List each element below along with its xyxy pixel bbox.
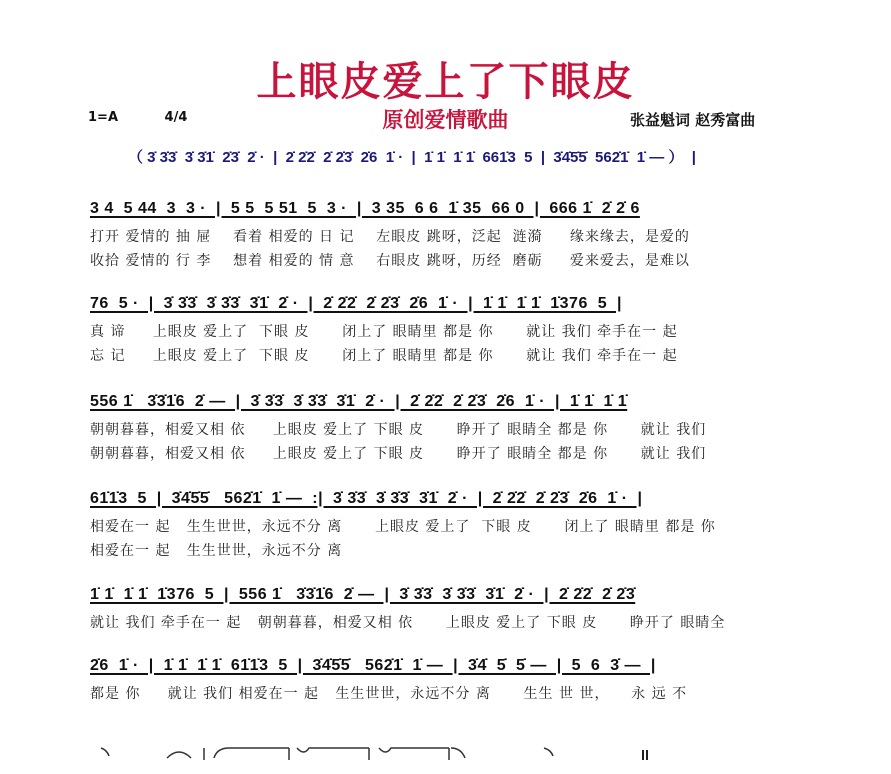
staff-row-6	[90, 657, 687, 703]
notes-line: 61̇1̇3 5 | 3̇4̇5̇5̇ 562̇1̇ 1̇ — :| 3̇ 3̇3̇ 3̇ 3̇3̇ 3̇1̇ 2̇ · | 2̇ 2̇2̇ 2̇ 2̇3̇ 2̇6 1̇ · |	[90, 490, 643, 507]
notes-line: 3 4 5 44 3 3 · | 5 5 5 51 5 3 · | 3 35 6 6 1̇ 35 66 0 | 666 1̇ 2̇ 2̇ 6	[90, 200, 640, 217]
lyric-verse-2: 忘 记 上眼皮 爱上了 下眼 皮 闭上了 眼睛里 都是 你 就让 我们 牵手在一 起	[90, 348, 678, 364]
staff-row-5	[90, 586, 725, 632]
notes-line: 2̇6 1̇ · | 1̇ 1̇ 1̇ 1̇ 61̇1̇3 5 | 3̇4̇5̇5̇ 562̇1̇ 1̇ — | 3̇4̇ 5̇ 5̇ — | 5 6 3̇ — |	[90, 657, 656, 674]
song-subtitle: 原创爱情歌曲	[382, 107, 509, 132]
lyric-verse-1: 真 谛 上眼皮 爱上了 下眼 皮 闭上了 眼睛里 都是 你 就让 我们 牵手在一 起	[90, 324, 678, 340]
notes-line: 1̇ 1̇ 1̇ 1̇ 1̇376 5 | 556 1̇ 3̇3̇1̇6 2̇ — | 3̇ 3̇3̇ 3̇ 3̇3̇ 3̇1̇ 2̇ · | 2̇ 2̇2̇ 2̇ 2̇3̇	[90, 586, 636, 603]
key-time-signature	[88, 110, 229, 125]
notes-line: 76 5 · | 3̇ 3̇3̇ 3̇ 3̇3̇ 3̇1̇ 2̇ · | 2̇ 2̇2̇ 2̇ 2̇3̇ 2̇6 1̇ · | 1̇ 1̇ 1̇ 1̇ 1̇376 5 |	[90, 295, 622, 312]
lyric-verse-2: 朝朝暮暮，相爱又相 依 上眼皮 爱上了 下眼 皮 睁开了 眼睛全 都是 你 就让 我们	[90, 446, 707, 462]
song-title: 上眼皮爱上了下眼皮	[256, 58, 635, 105]
staff-row-4	[90, 490, 716, 560]
lyric-verse-1: 都是 你 就让 我们 相爱在一 起 生生世世，永远不分 离 生生 世 世， 永 远 不	[90, 686, 688, 702]
slur-lines-icon	[99, 744, 819, 764]
lyric-verse-2: 相爱在一 起 生生世世，永远不分 离	[90, 543, 343, 559]
notes-line: 556 1̇ 3̇3̇1̇6 2̇ — | 3̇ 3̇3̇ 3̇ 3̇3̇ 3̇1̇ 2̇ · | 2̇ 2̇2̇ 2̇ 2̇3̇ 2̇6 1̇ · | 1̇ 1̇ 1̇ 1̇	[90, 393, 628, 410]
staff-row-2	[90, 295, 678, 365]
time-signature: 4/4	[164, 110, 188, 125]
staff-row-1	[90, 200, 690, 270]
cut-off-next-row	[90, 728, 819, 768]
staff-row-3	[90, 393, 706, 463]
lyric-verse-1: 打开 爱情的 抽 屉 看着 相爱的 日 记 左眼皮 跳呀，泛起 涟漪 缘来缘去，是爱的	[90, 229, 690, 245]
lyric-verse-1: 朝朝暮暮，相爱又相 依 上眼皮 爱上了 下眼 皮 睁开了 眼睛全 都是 你 就让 我们	[90, 422, 707, 438]
credits: 张益魁词 赵秀富曲	[630, 111, 756, 129]
intro-line: （ 3̇ 3̇3̇ 3̇ 3̇1̇ 2̇3̇ 2̇ · | 2̇ 2̇2̇ 2̇ 2̇3̇ 2̇6 1̇ · | 1̇ 1̇ 1̇ 1̇ 661̇3 5 | 3̇4̇5̇5̇ 562̇1̇ 1̇ — ） |	[128, 149, 696, 166]
lyric-verse-2: 收拾 爱情的 行 李 想着 相爱的 情 意 右眼皮 跳呀，历经 磨砺 爱来爱去，是难以	[90, 253, 690, 269]
lyric-verse-1: 就让 我们 牵手在一 起 朝朝暮暮，相爱又相 依 上眼皮 爱上了 下眼 皮 睁开了 眼睛全	[90, 615, 726, 631]
key-signature: 1=A	[88, 110, 118, 125]
lyric-verse-1: 相爱在一 起 生生世世，永远不分 离 上眼皮 爱上了 下眼 皮 闭上了 眼睛里 都是 你	[90, 519, 716, 535]
